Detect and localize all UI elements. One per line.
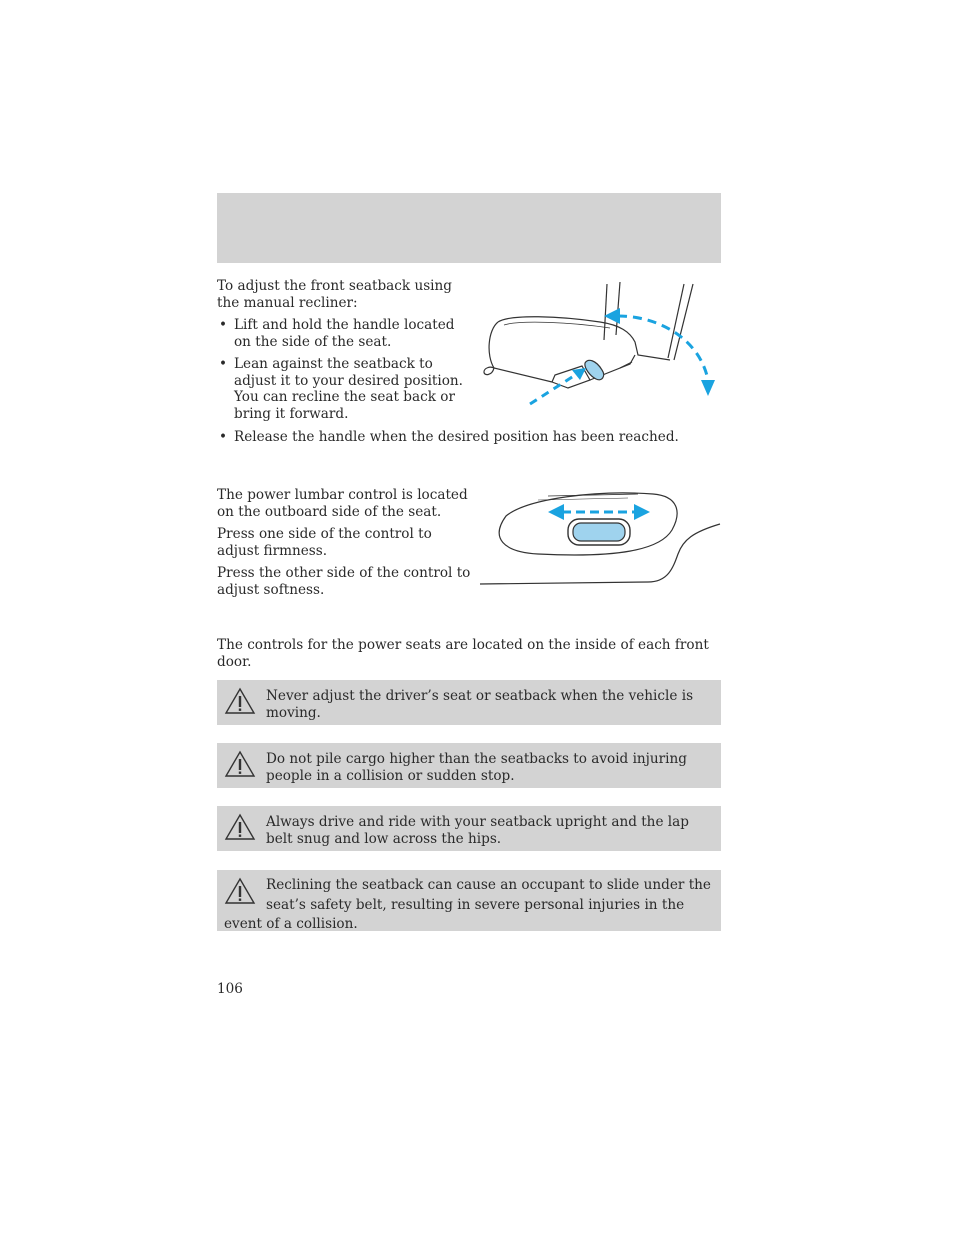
warning-text-3: Always drive and ride with your seatback upright and the lap belt snug and low across the hips. <box>266 814 689 847</box>
lumbar-switch <box>573 523 625 541</box>
lumbar-paragraph-3: Press the other side of the control to adjust softness. <box>217 565 471 598</box>
arrow-head-icon <box>572 368 586 380</box>
warning-box-1 <box>217 680 721 725</box>
power-seats-note <box>217 637 721 670</box>
warning-text-4: Reclining the seatback can cause an occupant to slide under the seat’s safety belt, resulting in severe personal injuries in the event of a collision. <box>224 877 711 932</box>
arrow-left-icon <box>548 504 564 520</box>
warning-triangle-icon <box>224 750 256 778</box>
page-number: 106 <box>217 981 243 997</box>
lumbar-instructions <box>217 487 472 598</box>
lumbar-paragraph-2: Press one side of the control to adjust firmness. <box>217 526 432 559</box>
warning-box-2 <box>217 743 721 788</box>
arrow-right-icon <box>634 504 650 520</box>
warning-text-2: Do not pile cargo higher than the seatbacks to avoid injuring people in a collision or sudden stop. <box>266 751 687 784</box>
arrow-head-icon <box>701 380 715 396</box>
arrow-head-icon <box>604 308 620 324</box>
lumbar-control-illustration <box>478 488 722 588</box>
recliner-intro: To adjust the front seatback using the manual recliner: <box>217 278 452 311</box>
recliner-bullet-1: • Lift and hold the handle located on the side of the seat. <box>217 317 467 350</box>
power-seats-text: The controls for the power seats are located on the inside of each front door. <box>217 637 709 670</box>
section-header-band <box>217 193 721 263</box>
recliner-instructions <box>217 278 467 422</box>
warning-triangle-icon <box>224 687 256 715</box>
warning-triangle-icon <box>224 877 256 905</box>
recliner-bullets <box>217 317 467 422</box>
warning-triangle-icon <box>224 813 256 841</box>
recliner-bullet-3: • Release the handle when the desired position has been reached. <box>217 429 721 446</box>
warning-box-3 <box>217 806 721 851</box>
warning-text-1: Never adjust the driver’s seat or seatback when the vehicle is moving. <box>266 688 694 721</box>
warning-box-4 <box>217 870 721 931</box>
lumbar-paragraph-1: The power lumbar control is located on the outboard side of the seat. <box>217 487 468 520</box>
recliner-illustration <box>480 280 720 410</box>
recliner-bullet-3-wrap <box>217 429 721 446</box>
recliner-bullet-2: • Lean against the seatback to adjust it to your desired position. You can recline the seat back or bring it forward. <box>217 356 467 422</box>
